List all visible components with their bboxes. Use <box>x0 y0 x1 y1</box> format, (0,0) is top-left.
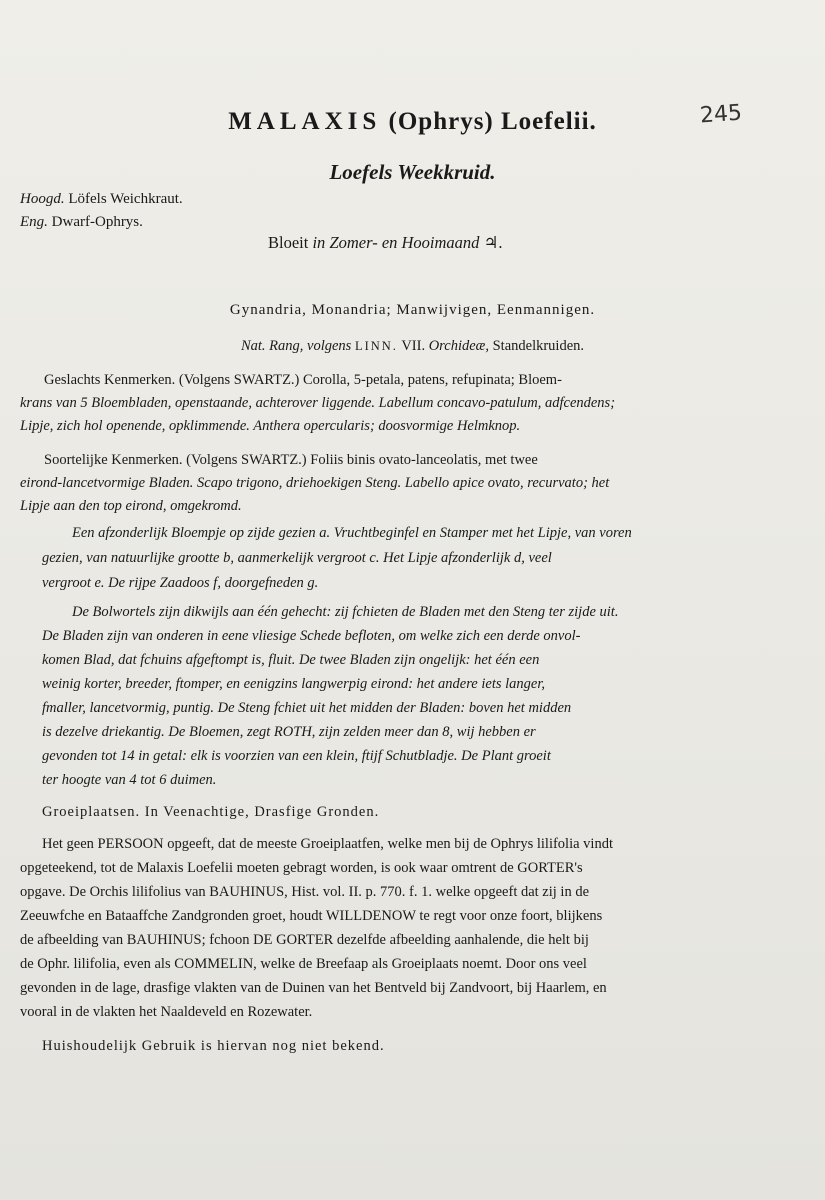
genus-characters-line-3: Lipje, zich hol openende, opklimmende. Anthera opercularis; doosvormige Helmknop. <box>20 418 521 434</box>
rang-order: Orchideæ, <box>428 338 489 354</box>
habitat-text-line-8: vooral in de vlakten het Naaldeveld en Rozewater. <box>20 1004 313 1020</box>
description-line-2: De Bladen zijn van onderen in eene vliesige Schede befloten, om welke zich een derde onvol- <box>42 628 581 644</box>
habitat-text-line-5: de afbeelding van BAUHINUS; fchoon DE GORTER dezelfde afbeelding aanhalende, die helt bij <box>20 932 589 948</box>
rang-suffix: Standelkruiden. <box>492 338 585 354</box>
classification-line: Gynandria, Monandria; Manwijvigen, Eenmannigen. <box>229 302 596 318</box>
description-line-3: komen Blad, dat fchuins afgeftompt is, fluit. De twee Bladen zijn ongelijk: het één een <box>42 652 540 668</box>
figure-legend-line-3: vergroot e. De rijpe Zaadoos f, doorgefneden g. <box>42 575 319 591</box>
page-subtitle: Loefels Weekkruid. <box>329 160 496 184</box>
flowering-symbol: ♃. <box>483 233 503 252</box>
description-line-5: fmaller, lancetvormig, puntig. De Steng fchiet uit het midden der Bladen: boven het midden <box>42 700 572 716</box>
species-characters-line-1: Soortelijke Kenmerken. (Volgens SWARTZ.) Foliis binis ovato-lanceolatis, met twee <box>44 452 538 468</box>
habitat-text-line-4: Zeeuwfche en Bataaffche Zandgronden groet, houdt WILLDENOW te regt voor onze foort, blijkens <box>20 908 603 924</box>
rang-num: VII. <box>401 338 426 354</box>
figure-legend-line-1: Een afzonderlijk Bloempje op zijde gezien a. Vruchtbeginfel en Stamper met het Lipje, van voren <box>72 525 632 541</box>
handwritten-page-number: 245 <box>699 100 743 129</box>
eng-label: Eng. <box>20 214 48 230</box>
natural-rank-line <box>0 338 825 355</box>
flowering-line <box>268 233 502 253</box>
common-name-hoogd <box>20 191 183 208</box>
figure-legend-line-2: gezien, van natuurlijke grootte b, aanmerkelijk vergroot c. Het Lipje afzonderlijk d, veel <box>42 550 552 566</box>
habitat-text-line-6: de Ophr. lilifolia, even als COMMELIN, welke de Breefaap als Groeiplaats noemt. Door ons veel <box>20 956 587 972</box>
rang-volgens: volgens <box>307 338 352 354</box>
flowering-prefix: Bloeit <box>268 233 309 252</box>
habitat-text-line-1: Het geen PERSOON opgeeft, dat de meeste Groeiplaatfen, welke men bij de Ophrys lilifolia vindt <box>42 836 613 852</box>
description-line-8: ter hoogte van 4 tot 6 duimen. <box>42 772 217 788</box>
title-genus: MALAXIS <box>228 108 382 135</box>
genus-characters-line-1: Geslachts Kenmerken. (Volgens SWARTZ.) Corolla, 5-petala, patens, refupinata; Bloem- <box>44 372 562 388</box>
hoogd-name: Löfels Weichkraut. <box>68 191 183 207</box>
habitat-text-line-2: opgeteekend, tot de Malaxis Loefelii moeten gebragt worden, is ook waar omtrent de GORTER's <box>20 860 583 876</box>
habitat-text-line-3: opgave. De Orchis lilifolius van BAUHINUS, Hist. vol. II. p. 770. f. 1. welke opgeeft dat zij in de <box>20 884 590 900</box>
hoogd-label: Hoogd. <box>20 191 65 207</box>
rang-linn: LINN. <box>354 339 398 353</box>
description-line-4: weinig korter, breeder, ftomper, en eenigzins langwerpig eirond: het andere iets langer, <box>42 676 545 692</box>
genus-characters-line-2: krans van 5 Bloembladen, openstaande, achterover liggende. Labellum concavo-patulum, adfcendens; <box>20 395 616 411</box>
description-line-1: De Bolwortels zijn dikwijls aan één gehecht: zij fchieten de Bladen met den Steng ter zijde uit. <box>72 604 619 620</box>
species-characters-line-2: eirond-lancetvormige Bladen. Scapo trigono, driehoekigen Steng. Labello apice ovato, recurvato; het <box>20 475 610 491</box>
title-rest: (Ophrys) Loefelii. <box>388 108 597 135</box>
household-use-line: Huishoudelijk Gebruik is hiervan nog niet bekend. <box>42 1038 385 1054</box>
description-line-7: gevonden tot 14 in getal: elk is voorzien van een klein, ftijf Schutbladje. De Plant groeit <box>42 748 551 764</box>
flowering-months: Zomer- en Hooimaand <box>329 233 480 252</box>
habitat-heading: Groeiplaatsen. In Veenachtige, Drasfige Gronden. <box>42 804 380 820</box>
species-characters-line-3: Lipje aan den top eirond, omgekromd. <box>20 498 242 514</box>
eng-name: Dwarf-Ophrys. <box>51 214 143 230</box>
flowering-in: in <box>312 233 326 252</box>
common-name-eng <box>20 214 143 231</box>
description-line-6: is dezelve driekantig. De Bloemen, zegt ROTH, zijn zelden meer dan 8, wij hebben er <box>42 724 536 740</box>
rang-prefix: Nat. Rang, <box>240 338 304 354</box>
habitat-text-line-7: gevonden in de lage, drasfige vlakten van de Duinen van het Bentveld bij Zandvoort, bij Haarlem, en <box>20 980 607 996</box>
